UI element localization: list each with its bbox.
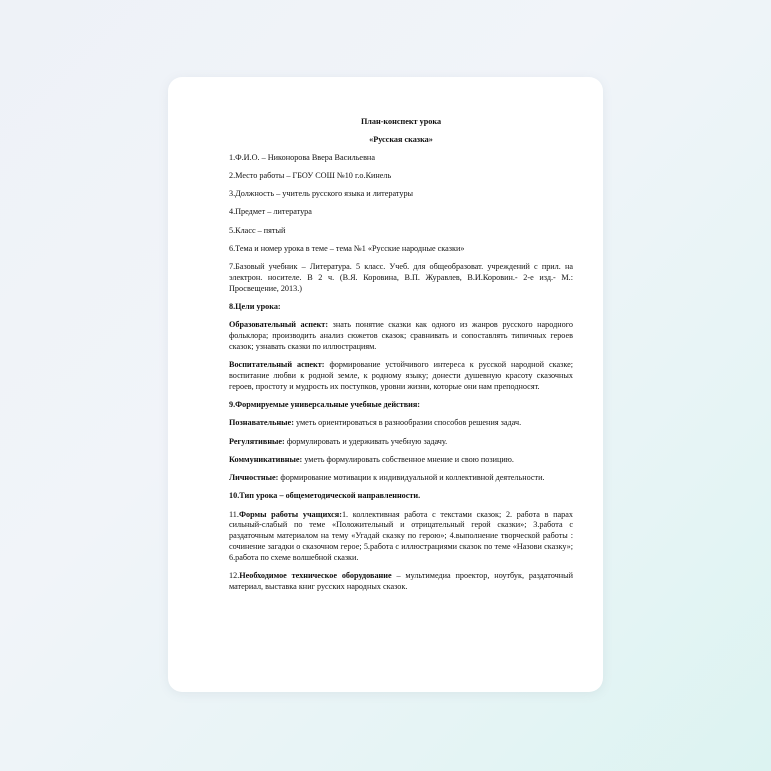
goal-educational-text: знать понятие сказки как одного из жанров русского народного фольклора; производить анализ сюжетов сказок; сравнивать и сопоставлять типичных героев сказок; узнавать сказки по иллюстрациям.: [229, 320, 573, 352]
section-equipment: [229, 571, 573, 593]
goal-upbringing-text: формирование устойчивого интереса к русской народной сказке; воспитание любви к родной земле, к родному языку; донести душевную красоту сказочных героев, простоту и мудрость их поступков, уровни жизни, которые они нам преподносят.: [229, 360, 574, 392]
document-title: План-конспект урока: [360, 117, 442, 126]
item-workplace: 2.Место работы – ГБОУ СОШ №10 г.о.Кинель: [229, 171, 392, 181]
uud-regulatory-text: формулировать и удерживать учебную задачу.: [284, 436, 448, 446]
section-lesson-type: [229, 491, 573, 502]
item-textbook: 7.Базовый учебник – Литература. 5 класс. Учеб. для общеобразоват. учреждений с прил. на электрон. носителе. В 2 ч. (В.Я. Коровина, В.П. Журавлев, В.И.Коровин.- 2-е изд.- М.: Просвещение, 2013.): [229, 262, 573, 293]
goal-upbringing: [229, 360, 573, 393]
section-equipment-text: – мультимедиа проектор, ноутбук, раздаточный материал, выставка книг русских народных сказок.: [229, 571, 573, 592]
goal-educational-label: Образовательный аспект:: [229, 320, 329, 330]
uud-cognitive-label: Познавательные:: [229, 418, 294, 428]
section-uud-label: 9.Формируемые универсальные учебные действия:: [229, 400, 420, 410]
uud-communicative: [229, 455, 573, 466]
item-topic: 6.Тема и номер урока в теме – тема №1 «Русские народные сказки»: [229, 243, 465, 253]
uud-regulatory: [229, 437, 573, 448]
section-lesson-type-label: 10.Тип урока – общеметодической направленности.: [229, 491, 421, 501]
uud-communicative-label: Коммуникативные:: [229, 454, 303, 464]
item-subject: 4.Предмет – литература: [229, 207, 312, 217]
item-grade: 5.Класс – пятый: [229, 225, 286, 235]
uud-cognitive: [229, 418, 573, 429]
document-subtitle: «Русская сказка»: [369, 134, 433, 144]
section-uud-heading: [229, 400, 573, 411]
section-work-forms: [229, 510, 573, 565]
uud-regulatory-label: Регулятивные:: [229, 436, 285, 446]
goal-upbringing-label: Воспитательный аспект:: [229, 360, 325, 370]
uud-personal-label: Личностные:: [229, 473, 279, 483]
section-work-forms-label: Формы работы учащихся:: [238, 509, 342, 519]
item-teacher-name: 1.Ф.И.О. – Никонорова Ввера Васильевна: [229, 152, 375, 162]
section-work-forms-text: 1. коллективная работа с текстами сказок; 2. работа в парах сильный-слабый по теме «Положительный и отрицательный герой сказки»; 3.работа с раздаточным материалом на тему «Угадай сказку по герою»; 4.выполнение творческой работы : сочинение загадки о сказочном герое; 5.работа с иллюстрациями сказок по теме «Назови сказку»; 6.работа по схеме волшебной сказки.: [229, 509, 574, 563]
uud-personal: [229, 473, 573, 484]
uud-cognitive-text: уметь ориентироваться в разнообразии способов решения задач.: [293, 418, 522, 428]
section-goals-label: 8.Цели урока:: [229, 302, 281, 312]
goal-educational: [229, 320, 573, 353]
document-page: [168, 77, 603, 692]
section-equipment-number: 12.: [229, 571, 240, 581]
item-position: 3.Должность – учитель русского языка и литературы: [229, 189, 414, 199]
uud-communicative-text: уметь формулировать собственное мнение и свою позицию.: [302, 454, 514, 464]
section-work-forms-number: 11.: [229, 509, 239, 519]
uud-personal-text: формирование мотивации к индивидуальной и коллективной деятельности.: [278, 473, 545, 483]
section-equipment-label: Необходимое техническое оборудование: [239, 571, 392, 581]
section-goals-heading: [229, 302, 573, 313]
